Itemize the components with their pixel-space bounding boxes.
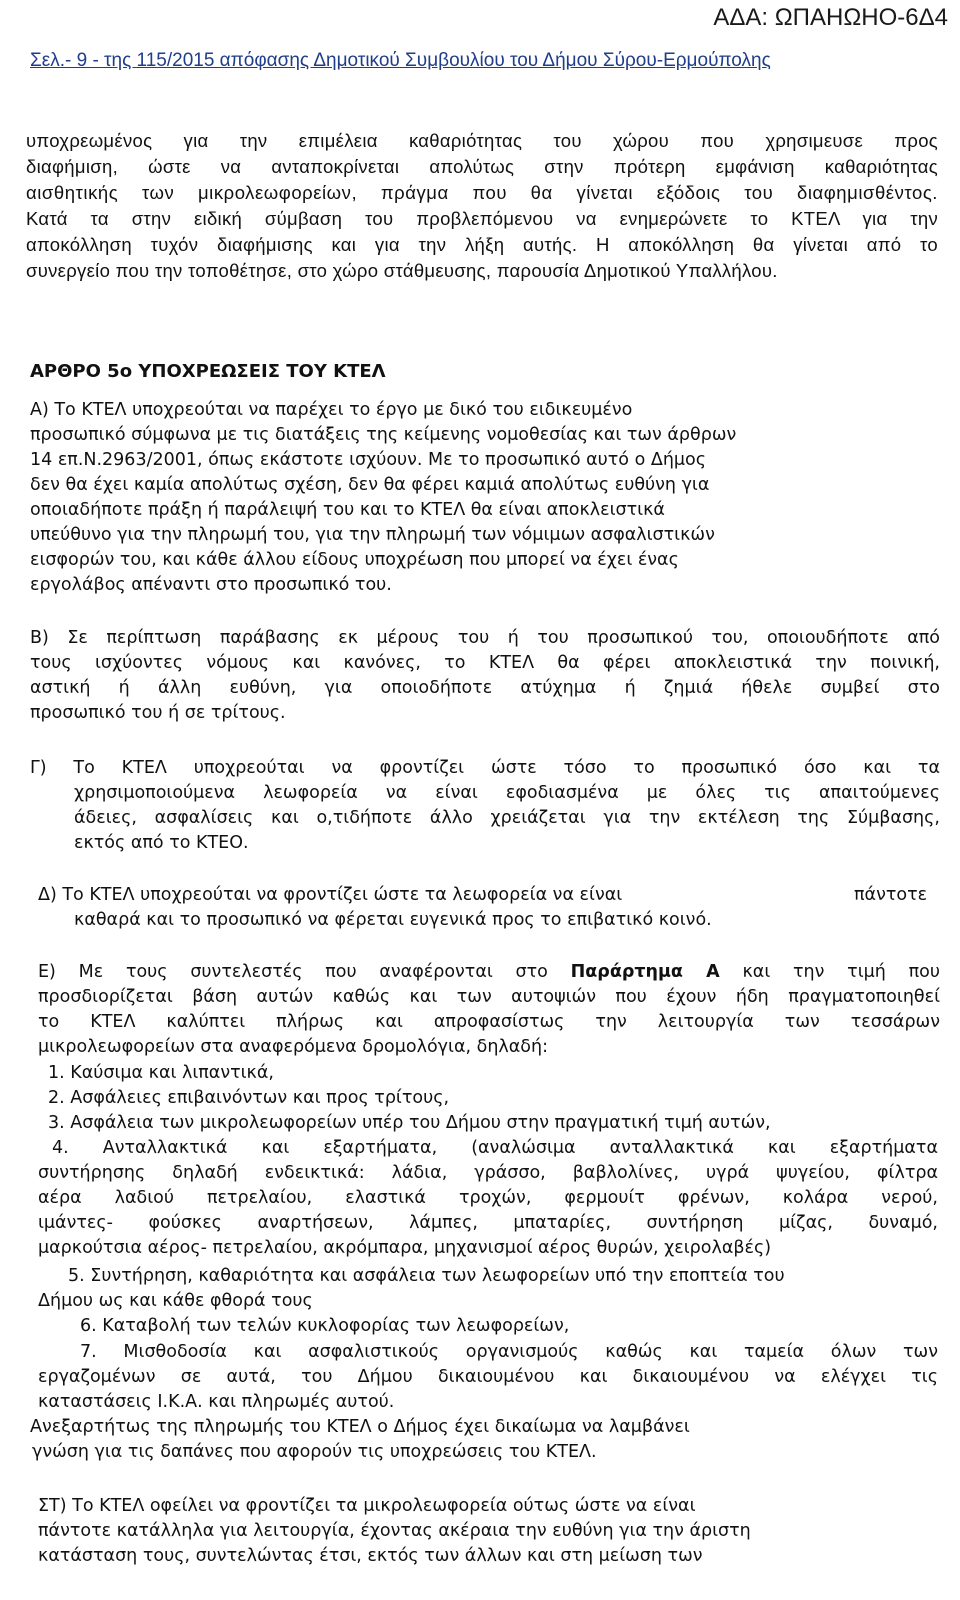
article-heading: ΑΡΘΡΟ 5ο ΥΠΟΧΡΕΩΣΕΙΣ ΤΟΥ ΚΤΕΛ — [30, 361, 386, 382]
independent-paragraph — [30, 1415, 930, 1465]
text-line: καταστάσεις Ι.Κ.Α. και πληρωμές αυτού. — [38, 1392, 395, 1412]
text-line: προσωπικό του ή σε τρίτους. — [30, 703, 286, 723]
page-header: Σελ.- 9 - της 115/2015 απόφασης Δημοτικού Συμβουλίου του Δήμου Σύρου-Ερμούπολης — [30, 50, 771, 71]
text-line: μικρολεωφορείων στα αναφερόμενα δρομολόγια, δηλαδή: — [38, 1037, 548, 1057]
text-line: γνώση για τις δαπάνες που αφορούν τις υποχρεώσεις του ΚΤΕΛ. — [32, 1442, 597, 1462]
text-line: Γ) Το ΚΤΕΛ υποχρεούται να φροντίζει ώστε τόσο το προσωπικό όσο και τα — [30, 758, 940, 778]
text-line: αστική ή άλλη ευθύνη, για οποιοδήποτε ατύχημα ή ζημιά ήθελε συμβεί στο — [30, 678, 940, 698]
text-line: χρησιμοποιούμενα λεωφορεία να είναι εφοδιασμένα με όλες τις απαιτούμενες — [74, 783, 940, 803]
text-line: δεν θα έχει καμία απολύτως σχέση, δεν θα φέρει καμιά απολύτως ευθύνη για — [30, 475, 710, 495]
section-e-post: και την τιμή που — [742, 962, 940, 982]
items-1-3 — [48, 1061, 928, 1136]
item-7-first — [80, 1340, 938, 1365]
text-line: συντήρησης δηλαδή ενδεικτικά: λάδια, γράσσο, βαβλολίνες, υγρά ψυγείου, φίλτρα — [38, 1163, 938, 1183]
list-item: 7. Μισθοδοσία και ασφαλιστικούς οργανισμούς καθώς και ταμεία όλων των — [80, 1342, 938, 1362]
text-line: προσδιορίζεται βάση αυτών καθώς και των αυτοψιών που έχουν ήδη πραγματοποιηθεί — [38, 987, 940, 1007]
text-line: οποιαδήποτε πράξη ή παράλειψή του και το ΚΤΕΛ θα είναι αποκλειστικά — [30, 500, 665, 520]
text-line — [38, 883, 938, 908]
list-item: 5. Συντήρηση, καθαριότητα και ασφάλεια των λεωφορείων υπό την εποπτεία του — [68, 1266, 785, 1286]
list-item: 3. Ασφάλεια των μικρολεωφορείων υπέρ του Δήμου στην πραγματική τιμή αυτών, — [48, 1113, 771, 1133]
text-line: Ανεξαρτήτως της πληρωμής του ΚΤΕΛ ο Δήμος έχει δικαίωμα να λαμβάνει — [30, 1417, 690, 1437]
item-7-rest — [38, 1365, 938, 1415]
section-st — [38, 1494, 918, 1569]
text-line: αισθητικής των μικρολεωφορείων, πράγμα που θα γίνεται εξόδοις του διαφημισθέντος. — [26, 182, 938, 203]
text-line: κατάσταση τους, συντελώντας έτσι, εκτός των άλλων και στη μείωση των — [38, 1546, 703, 1566]
text-line: ΣΤ) Το ΚΤΕΛ οφείλει να φροντίζει τα μικρολεωφορεία ούτως ώστε να είναι — [38, 1496, 696, 1516]
text-line: προσωπικό σύμφωνα με τις διατάξεις της κείμενης νομοθεσίας και των άρθρων — [30, 425, 737, 445]
text-line: συνεργείο που την τοποθέτησε, στο χώρο στάθμευσης, παρουσία Δημοτικού Υπαλλήλου. — [26, 260, 778, 281]
text-line: ιμάντες- φούσκες αναρτήσεων, λάμπες, μπαταρίες, συντήρηση μίζας, δυναμό, — [38, 1213, 938, 1233]
text-line: μαρκούτσια αέρος- πετρελαίου, ακρόμπαρα, μηχανισμοί αέρος θυρών, χειρολαβές) — [38, 1238, 772, 1258]
item-4-rest — [38, 1161, 938, 1261]
item-6 — [80, 1314, 940, 1339]
ada-code: ΑΔΑ: ΩΠΑΗΩΗΟ-6Δ4 — [713, 4, 948, 31]
text-line — [38, 960, 940, 985]
intro-paragraph — [26, 128, 938, 284]
text-line: εργαζομένων σε αυτά, του Δήμου δικαιουμένου και δικαιουμένου να ελέγχει τις — [38, 1367, 938, 1387]
list-item: 6. Καταβολή των τελών κυκλοφορίας των λεωφορείων, — [80, 1316, 570, 1336]
text-line: καθαρά και το προσωπικό να φέρεται ευγενικά προς το επιβατικό κοινό. — [74, 910, 712, 930]
text-line: εκτός από το ΚΤΕΟ. — [74, 833, 249, 853]
text-line: διαφήμιση, ώστε να ανταποκρίνεται απολύτως στην πρότερη εμφάνιση καθαριότητας — [26, 156, 938, 177]
item-5-first — [68, 1264, 938, 1289]
text-line: αέρα λαδιού πετρελαίου, ελαστικά τροχών, φερμουίτ φρένων, κολάρα νερού, — [38, 1188, 938, 1208]
text-line: Β) Σε περίπτωση παράβασης εκ μέρους του ή του προσωπικού του, οποιουδήποτε από — [30, 628, 940, 648]
text-line: τους ισχύοντες νόμους και κανόνες, το ΚΤΕΛ θα φέρει αποκλειστικά την ποινική, — [30, 653, 940, 673]
section-d-text: Δ) Το ΚΤΕΛ υποχρεούται να φροντίζει ώστε τα λεωφορεία να είναι — [38, 885, 623, 905]
list-item: 2. Ασφάλειες επιβαινόντων και προς τρίτους, — [48, 1088, 450, 1108]
section-d-second — [74, 908, 914, 933]
section-c-first — [30, 756, 940, 781]
section-d-end: πάντοτε — [854, 885, 928, 905]
text-line: εργολάβος απέναντι στο προσωπικό του. — [30, 575, 392, 595]
item-5-rest — [38, 1289, 918, 1314]
text-line: υποχρεωμένος για την επιμέλεια καθαριότητας του χώρου που χρησιμευσε προς — [26, 130, 938, 151]
section-a — [30, 398, 810, 598]
text-line: 14 επ.Ν.2963/2001, όπως εκάστοτε ισχύουν. Με το προσωπικό αυτό ο Δήμος — [30, 450, 707, 470]
text-line: Κατά τα στην ειδική σύμβαση του προβλεπόμενου να ενημερώνετε το ΚΤΕΛ για την — [26, 208, 938, 229]
text-line: το ΚΤΕΛ καλύπτει πλήρως και απροφασίστως την λειτουργία των τεσσάρων — [38, 1012, 940, 1032]
list-item: 4. Ανταλλακτικά και εξαρτήματα, (αναλώσιμα ανταλλακτικά και εξαρτήματα — [52, 1138, 938, 1158]
section-d — [38, 883, 938, 908]
section-e-pre: Ε) Με τους συντελεστές που αναφέρονται στο — [38, 962, 548, 982]
section-c-rest — [74, 781, 940, 856]
list-item: 1. Καύσιμα και λιπαντικά, — [48, 1063, 274, 1083]
text-line: Α) Το ΚΤΕΛ υποχρεούται να παρέχει το έργο με δικό του ειδικευμένο — [30, 400, 633, 420]
section-b — [30, 626, 940, 726]
annex-a-ref: Παράρτημα Α — [570, 962, 720, 982]
section-e — [38, 960, 940, 1060]
text-line: άδειες, ασφαλίσεις και ο,τιδήποτε άλλο χρειάζεται για την εκτέλεση της Σύμβασης, — [74, 808, 940, 828]
text-line: πάντοτε κατάλληλα για λειτουργία, έχοντας ακέραια την ευθύνη για την άριστη — [38, 1521, 751, 1541]
text-line: Δήμου ως και κάθε φθορά τους — [38, 1291, 313, 1311]
item-4-first — [52, 1136, 938, 1161]
text-line: αποκόλληση τυχόν διαφήμισης και για την λήξη αυτής. Η αποκόλληση θα γίνεται από το — [26, 234, 938, 255]
text-line: εισφορών του, και κάθε άλλου είδους υποχρέωση που μπορεί να έχει ένας — [30, 550, 679, 570]
text-line: υπεύθυνο για την πληρωμή του, για την πληρωμή των νόμιμων ασφαλιστικών — [30, 525, 715, 545]
